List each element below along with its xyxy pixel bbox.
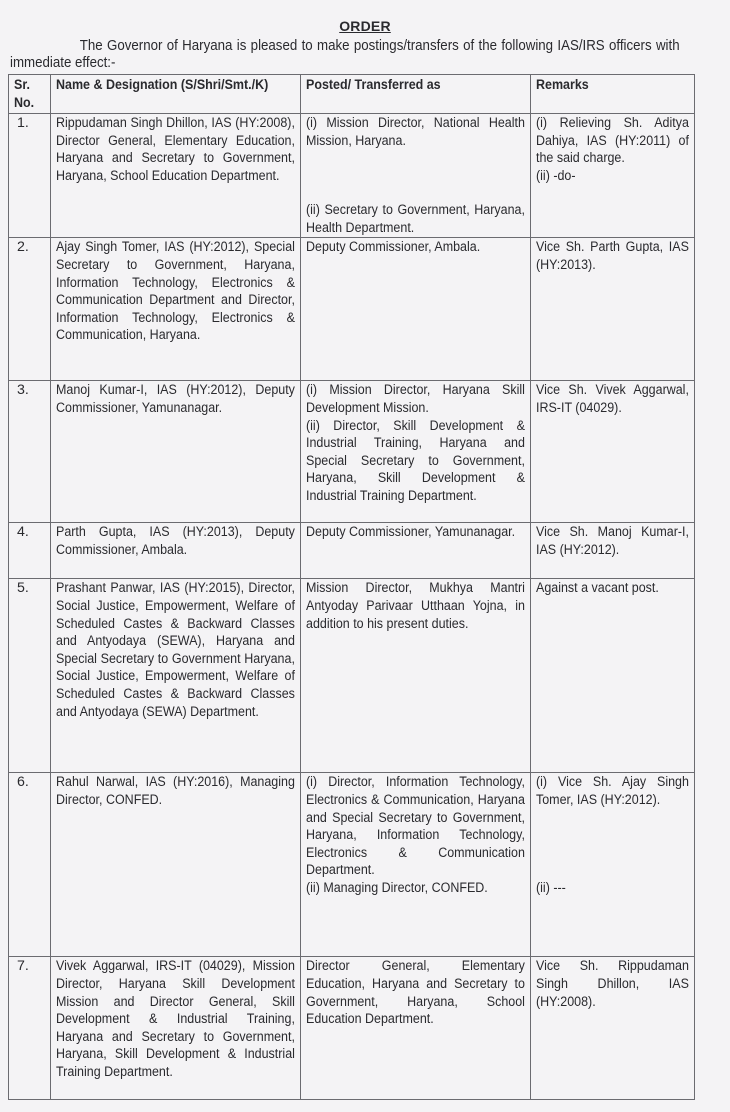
remark-item: (ii) --- [536,879,566,896]
row-posted-as [301,957,531,1100]
row-sr-no: 5. [9,579,51,773]
remark-item: (i) Relieving Sh. Aditya Dahiya, IAS (HY:2011) of the said charge. [536,115,689,167]
header-sr-no: Sr. No. [9,75,51,114]
table-row [9,957,695,1100]
remark-item: Vice Sh. Vivek Aggarwal, IRS-IT (04029). [536,382,689,416]
row-name-designation: Prashant Panwar, IAS (HY:2015), Director, Social Justice, Empowerment, Welfare of Scheduled Castes & Backward Classes and Antyodaya (SEWA), Haryana and Special Secretary to Government Haryana, Social Justice, Empowerment, Welfare of Scheduled Castes & Backward Classes and Antyodaya (SEWA) Department. [51,579,301,773]
posted-item: (i) Mission Director, Haryana Skill Development Mission. [306,382,525,416]
posted-item: Deputy Commissioner, Yamunanagar. [306,524,516,541]
order-title: ORDER [339,18,391,34]
row-posted-as [301,238,531,381]
row-name-designation: Ajay Singh Tomer, IAS (HY:2012), Special Secretary to Government, Haryana, Information Technology, Electronics & Communication Department and Director, Information Technology, Electronics & Communication, Haryana. [51,238,301,381]
table-row [9,773,695,957]
remark-item: (i) Vice Sh. Ajay Singh Tomer, IAS (HY:2012). [536,774,689,808]
row-posted-as [301,523,531,579]
postings-table [8,74,695,1100]
posted-item: (ii) Secretary to Government, Haryana, Health Department. [306,202,525,236]
table-row [9,579,695,773]
row-posted-as [301,579,531,773]
header-posted-transferred: Posted/ Transferred as [301,75,531,114]
row-sr-no: 7. [9,957,51,1100]
row-name-designation: Manoj Kumar-I, IAS (HY:2012), Deputy Commissioner, Yamunanagar. [51,381,301,523]
posted-item: (i) Mission Director, National Health Mission, Haryana. [306,115,525,149]
posted-item: Deputy Commissioner, Ambala. [306,239,481,256]
header-remarks: Remarks [531,75,695,114]
row-sr-no: 2. [9,238,51,381]
posted-item: (i) Director, Information Technology, Electronics & Communication, Haryana and Special Secretary to Government, Haryana, Information Technology, Electronics & Communication Department. [306,774,525,879]
posted-item: (ii) Managing Director, CONFED. [306,879,488,896]
remark-item: (ii) -do- [536,167,576,184]
table-row [9,238,695,381]
remark-item: Against a vacant post. [536,580,659,597]
table-row [9,381,695,523]
table-row [9,523,695,579]
row-name-designation: Rippudaman Singh Dhillon, IAS (HY:2008), Director General, Elementary Education, Haryana and Secretary to Government, Haryana, School Education Department. [51,114,301,238]
row-name-designation: Vivek Aggarwal, IRS-IT (04029), Mission Director, Haryana Skill Development Mission and Director General, Skill Development & Industrial Training, Haryana and Secretary to Government, Haryana, Skill Development & Industrial Training Department. [51,957,301,1100]
row-name-designation: Parth Gupta, IAS (HY:2013), Deputy Commissioner, Ambala. [51,523,301,579]
header-name-designation: Name & Designation (S/Shri/Smt./K) [51,75,301,114]
remark-item: Vice Sh. Parth Gupta, IAS (HY:2013). [536,239,689,273]
posted-item: Director General, Elementary Education, Haryana and Secretary to Government, Haryana, School Education Department. [306,958,525,1028]
row-sr-no: 3. [9,381,51,523]
row-sr-no: 6. [9,773,51,957]
table-header-row [9,75,695,114]
row-remarks [531,579,695,773]
row-remarks [531,957,695,1100]
remark-item: Vice Sh. Rippudaman Singh Dhillon, IAS (HY:2008). [536,958,689,1010]
row-remarks [531,238,695,381]
posted-item: (ii) Director, Skill Development & Industrial Training, Haryana and Special Secretary to Government, Haryana, Skill Development & Industrial Training Department. [306,417,525,504]
row-remarks [531,114,695,238]
row-remarks [531,381,695,523]
row-posted-as [301,381,531,523]
row-remarks [531,773,695,957]
row-posted-as [301,773,531,957]
row-posted-as [301,114,531,238]
posted-item: Mission Director, Mukhya Mantri Antyoday Parivaar Utthaan Yojna, in addition to his present duties. [306,580,525,632]
row-sr-no: 4. [9,523,51,579]
row-name-designation: Rahul Narwal, IAS (HY:2016), Managing Director, CONFED. [51,773,301,957]
row-remarks [531,523,695,579]
table-row [9,114,695,238]
remark-item: Vice Sh. Manoj Kumar-I, IAS (HY:2012). [536,524,689,558]
order-intro: The Governor of Haryana is pleased to make postings/transfers of the following IAS/IRS officers with immediate effect:- [10,38,680,71]
row-sr-no: 1. [9,114,51,238]
